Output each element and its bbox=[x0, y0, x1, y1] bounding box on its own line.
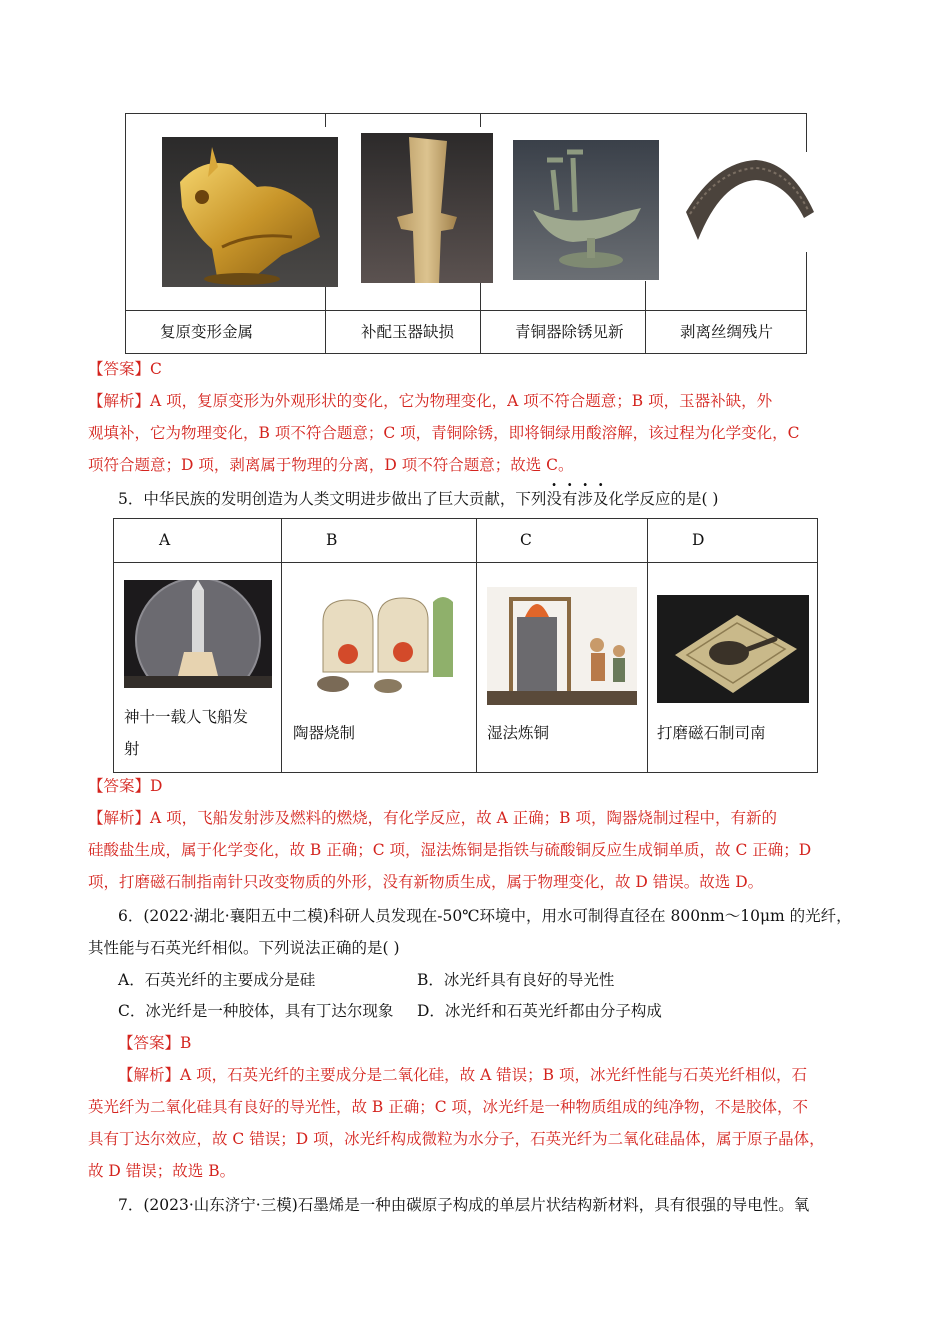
q6-analysis-line-4: 故 D 错误；故选 B。 bbox=[88, 1162, 236, 1180]
q7-stem-line-1: 7．(2023·山东济宁·三模)石墨烯是一种由碳原子构成的单层片状结构新材料，具有很强的导电性。氧 bbox=[118, 1196, 810, 1214]
q5-analysis-line-3: 项，打磨磁石制指南针只改变物质的外形，没有新物质生成，属于物理变化，故 D 错误。故选 D。 bbox=[88, 873, 764, 891]
q4-analysis-line-1: 【解析】A 项，复原变形为外观形状的变化，它为物理变化，A 项不符合题意；B 项，玉器补缺，外 bbox=[88, 392, 773, 410]
q6-option-b: B．冰光纤具有良好的导光性 bbox=[417, 971, 615, 989]
caption-d: 打磨磁石制司南 bbox=[657, 724, 766, 742]
header-a: A bbox=[159, 531, 171, 549]
q6-option-a: A．石英光纤的主要成分是硅 bbox=[118, 971, 316, 989]
caption-a-line-1: 神十一载人飞船发 bbox=[124, 708, 249, 726]
q4-analysis-line-2: 观填补，它为物理变化，B 项不符合题意；C 项，青铜除锈，即将铜绿用酸溶解，该过程为化学变化，C bbox=[88, 424, 800, 442]
q5-analysis-line-2: 硅酸盐生成，属于化学变化，故 B 正确；C 项，湿法炼铜是指铁与硫酸铜反应生成铜单质，故 C 正确；D bbox=[88, 841, 812, 859]
caption-4: 剥离丝绸残片 bbox=[680, 323, 774, 341]
caption-b: 陶器烧制 bbox=[293, 724, 356, 742]
golden-mask-icon bbox=[162, 137, 338, 287]
pottery-kiln-icon bbox=[293, 582, 461, 702]
q6-answer: 【答案】B bbox=[118, 1034, 192, 1052]
caption-2: 补配玉器缺损 bbox=[361, 323, 455, 341]
header-c: C bbox=[520, 531, 532, 549]
q4-answer: 【答案】C bbox=[88, 360, 162, 378]
silk-fragment-icon bbox=[676, 152, 816, 252]
bronze-bird-icon bbox=[513, 140, 659, 280]
jade-artifact-icon bbox=[361, 133, 493, 283]
q5-analysis-line-1: 【解析】A 项，飞船发射涉及燃料的燃烧，有化学反应，故 A 正确；B 项，陶器烧制过程中，有新的 bbox=[88, 809, 778, 827]
q5-answer: 【答案】D bbox=[88, 777, 163, 795]
header-b: B bbox=[326, 531, 338, 549]
q6-option-d: D．冰光纤和石英光纤都由分子构成 bbox=[417, 1002, 662, 1020]
caption-a-line-2: 射 bbox=[124, 740, 140, 758]
copper-smelting-icon bbox=[487, 587, 637, 705]
q6-stem-line-1: 6．(2022·湖北·襄阳五中二模)科研人员发现在-50℃环境中，用水可制得直径在 800nm～10μm 的光纤， bbox=[118, 907, 852, 925]
caption-c: 湿法炼铜 bbox=[487, 724, 550, 742]
q6-option-c: C．冰光纤是一种胶体，具有丁达尔现象 bbox=[118, 1002, 394, 1020]
header-d: D bbox=[692, 531, 705, 549]
caption-3: 青铜器除锈见新 bbox=[515, 323, 624, 341]
q6-analysis-line-3: 具有丁达尔效应，故 C 错误；D 项，冰光纤构成微粒为水分子，石英光纤为二氧化硅晶体，属于原子晶体， bbox=[88, 1130, 825, 1148]
q6-analysis-line-2: 英光纤为二氧化硅具有良好的导光性，故 B 正确；C 项，冰光纤是一种物质组成的纯净物，不是胶体，不 bbox=[88, 1098, 809, 1116]
q6-stem-line-2: 其性能与石英光纤相似。下列说法正确的是( ) bbox=[88, 939, 400, 957]
compass-sinan-icon bbox=[657, 595, 809, 703]
q4-analysis-line-3: 项符合题意；D 项，剥离属于物理的分离，D 项不符合题意；故选 C。 bbox=[88, 456, 574, 474]
caption-1: 复原变形金属 bbox=[160, 323, 254, 341]
q5-stem: 5．中华民族的发明创造为人类文明进步做出了巨大贡献，下列没有涉及化学反应的是( ) bbox=[118, 490, 719, 508]
q6-analysis-line-1: 【解析】A 项，石英光纤的主要成分是二氧化硅，故 A 错误；B 项，冰光纤性能与石英光纤相似，石 bbox=[118, 1066, 808, 1084]
rocket-launch-icon bbox=[124, 580, 272, 688]
